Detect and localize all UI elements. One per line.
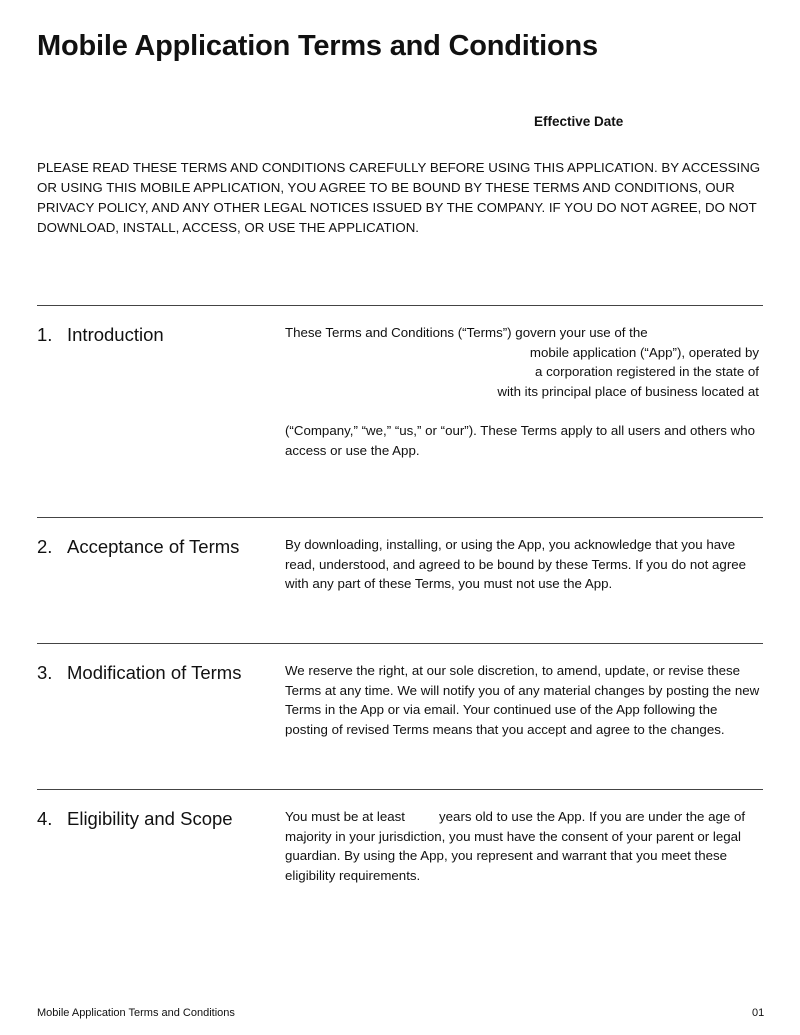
intro-line: mobile application (“App”), operated by [529,344,759,360]
footer-title: Mobile Application Terms and Conditions [37,1007,235,1019]
section-title-modification: Modification of Terms [67,662,242,683]
section-body-modification: We reserve the right, at our sole discretion, to amend, update, or revise these Terms at any time. We will notify you of any material changes by posting the new Terms in the App or via email. Your continued use of the App following the posting of revised Terms means that you accept and agree to the changes. [285,663,760,737]
intro-line: a corporation registered in the state of [535,364,759,380]
section-title-eligibility: Eligibility and Scope [67,808,233,829]
section-number: 4. [37,808,53,829]
preamble-text: PLEASE READ THESE TERMS AND CONDITIONS CAREFULLY BEFORE USING THIS APPLICATION. BY ACCESSING OR USING THIS MOBILE APPLICATION, YOU AGREE TO BE BOUND BY THESE TERMS AND CONDITIONS, OUR PRIVACY POLICY, AND ANY OTHER LEGAL NOTICES ISSUED BY THE COMPANY. IF YOU DO NOT AGREE, DO NOT DOWNLOAD, INSTALL, ACCESS, OR USE THE APPLICATION. [37,160,761,235]
section-body-eligibility [285,807,763,885]
section-body-introduction [285,323,763,460]
section-number: 1. [37,324,53,345]
effective-date-label: Effective Date [534,114,624,129]
intro-closing: (“Company,” “we,” “us,” or “our”). These Terms apply to all users and others who access or use the App. [285,422,755,458]
section-number: 2. [37,536,53,557]
section-divider [37,789,763,790]
section-divider [37,517,763,518]
section-title-introduction: Introduction [67,324,164,345]
eligibility-text-start: You must be at least [285,809,405,824]
intro-line: These Terms and Conditions (“Terms”) govern your use of the [285,325,648,340]
section-title-acceptance: Acceptance of Terms [67,536,240,557]
page-number: 01 [752,1007,765,1019]
section-divider [37,643,763,644]
eligibility-text-end: years old to use the App. If you are under the age of majority in your jurisdiction, you must have the consent of your parent or legal guardian. By using the App, you represent and warrant that you meet these eligibility requirements. [285,809,746,883]
section-number: 3. [37,662,53,683]
section-divider [37,305,763,306]
section-body-acceptance: By downloading, installing, or using the App, you acknowledge that you have read, understood, and agreed to be bound by these Terms. If you do not agree with any part of these Terms, you must not use the App. [285,537,747,592]
document-title: Mobile Application Terms and Conditions [37,30,598,62]
intro-line: with its principal place of business located at [497,383,759,399]
